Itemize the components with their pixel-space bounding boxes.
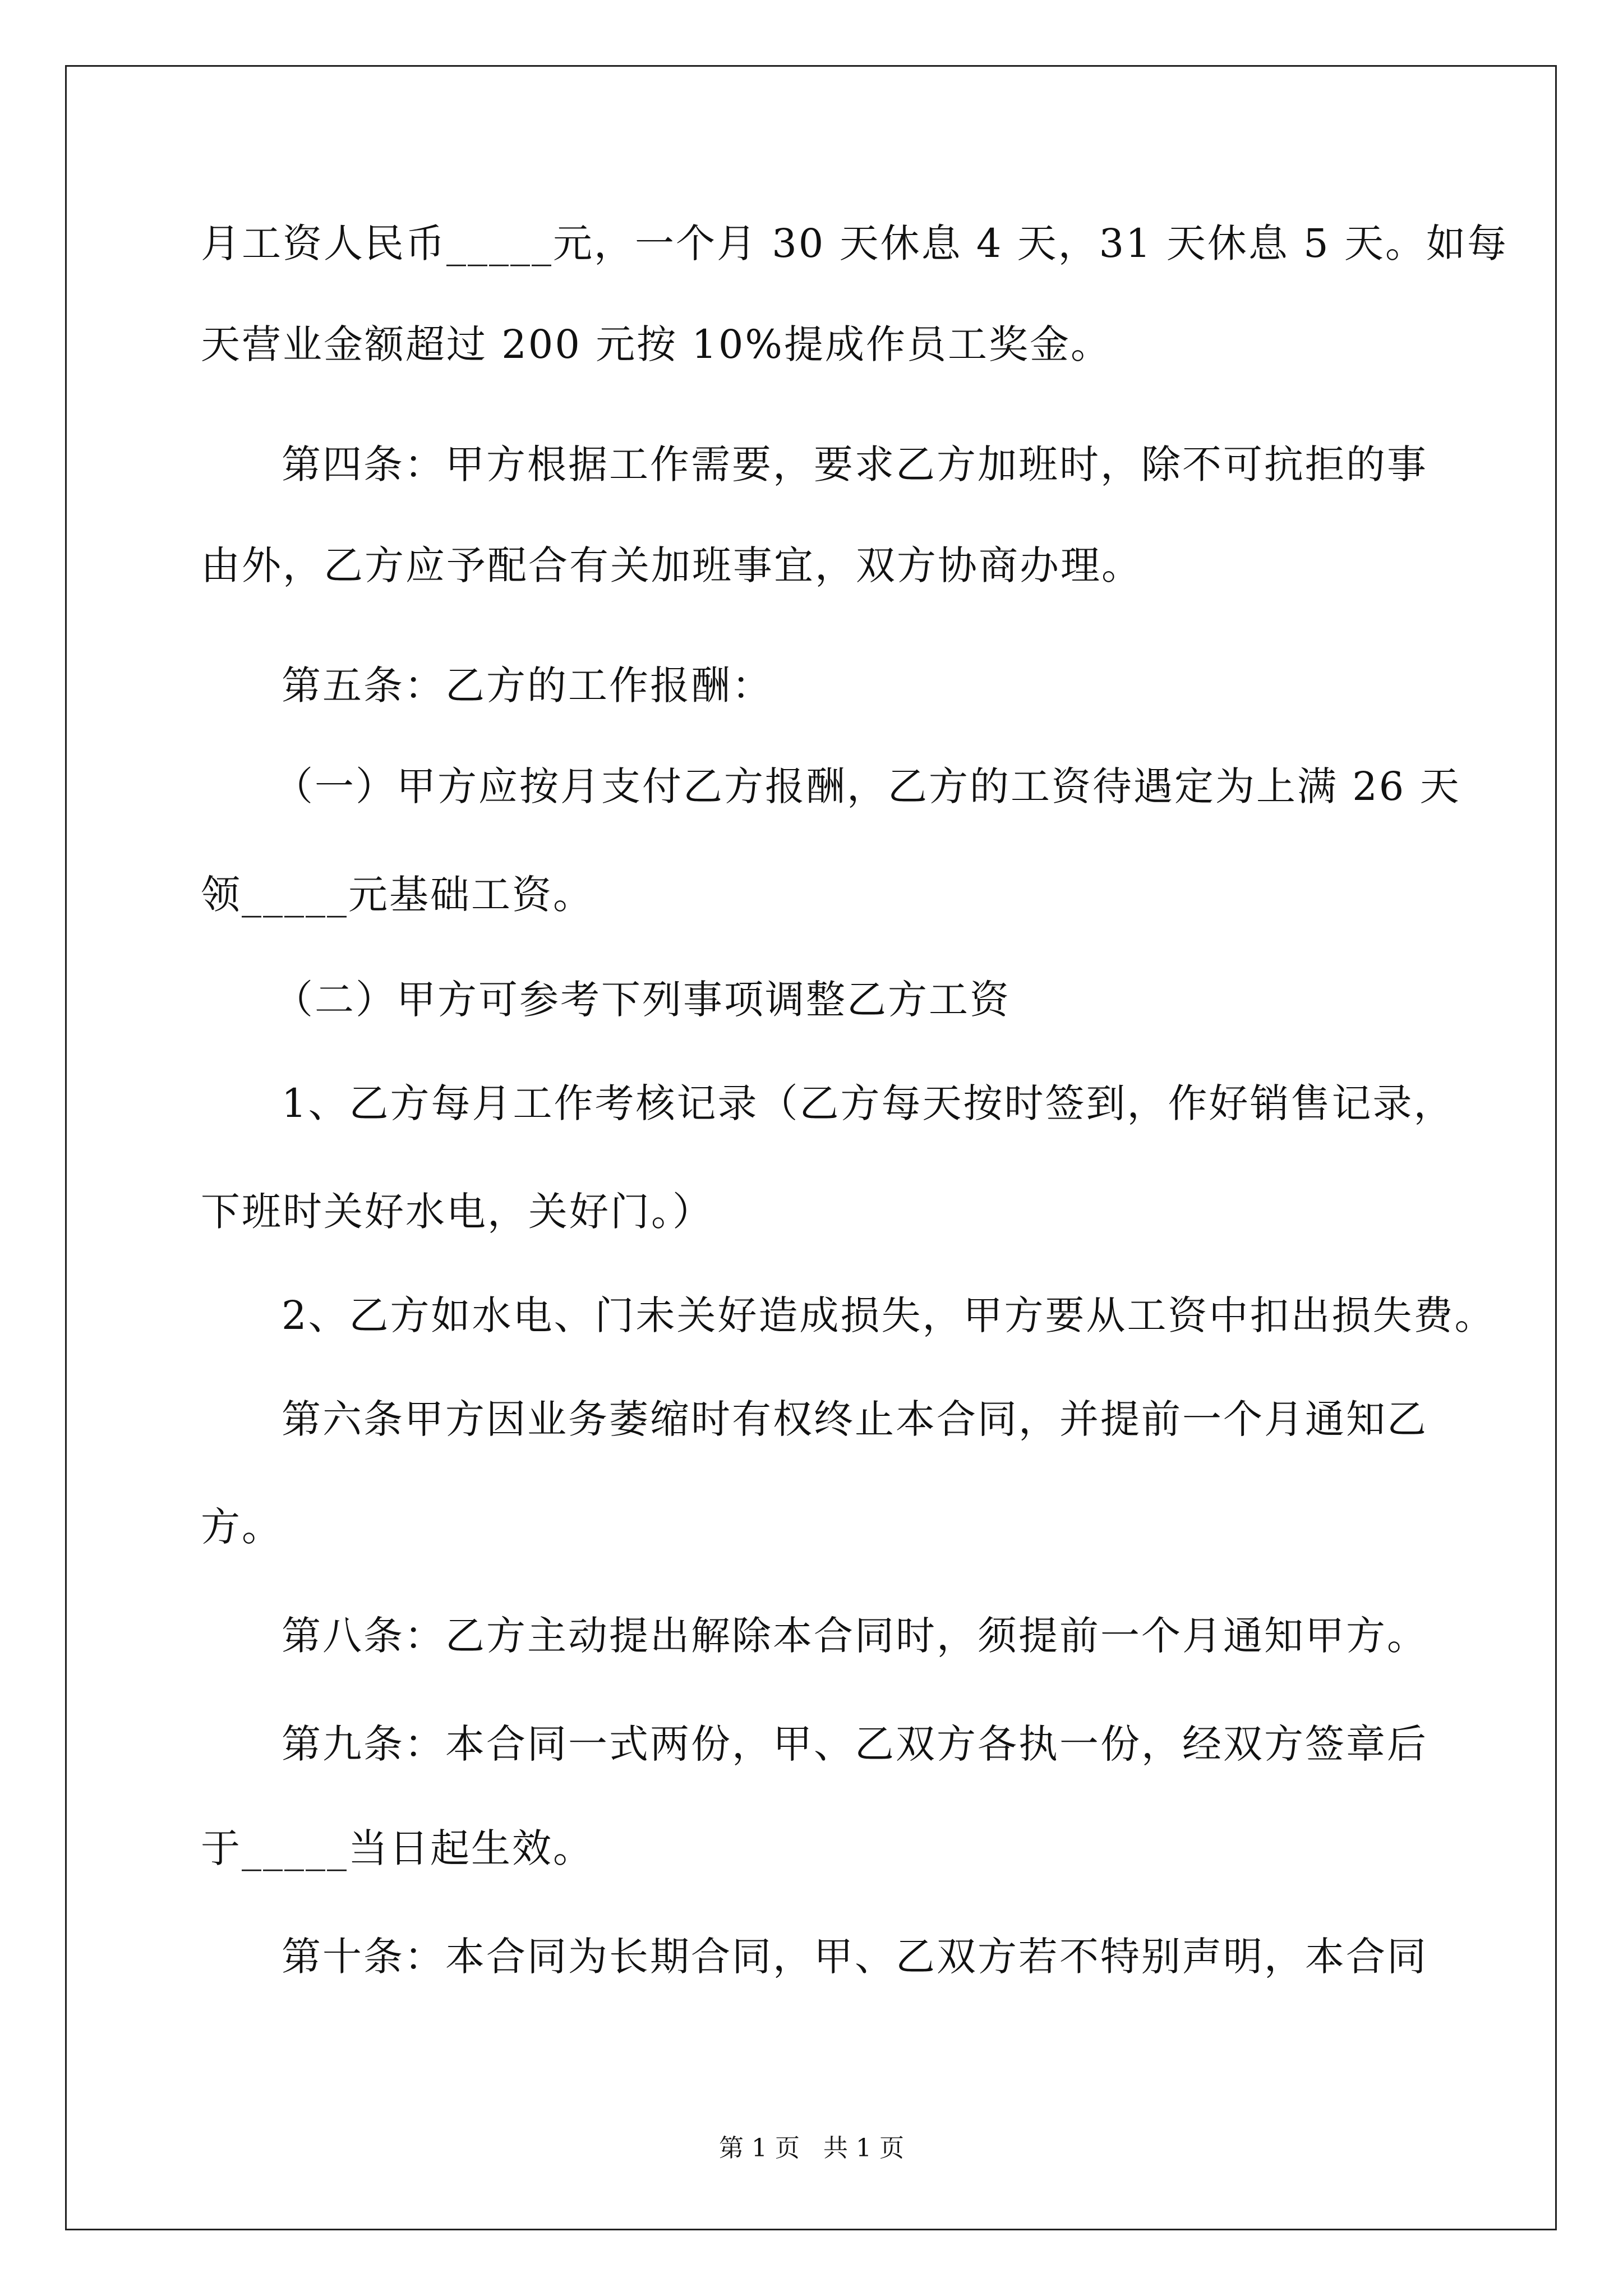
text-line: 月工资人民币_____元，一个月 30 天休息 4 天，31 天休息 5 天。如每 bbox=[201, 220, 1508, 266]
text-line: （一）甲方应按月支付乙方报酬，乙方的工资待遇定为上满 26 天 bbox=[274, 763, 1461, 809]
text-line: 由外，乙方应予配合有关加班事宜，双方协商办理。 bbox=[201, 542, 1142, 588]
text-line: 天营业金额超过 200 元按 10%提成作员工奖金。 bbox=[201, 321, 1112, 367]
text-line: 第四条：甲方根据工作需要，要求乙方加班时，除不可抗拒的事 bbox=[282, 441, 1428, 487]
page-border bbox=[65, 65, 1557, 2230]
text-line: 第八条：乙方主动提出解除本合同时，须提前一个月通知甲方。 bbox=[282, 1613, 1428, 1659]
text-line: 第五条：乙方的工作报酬： bbox=[282, 662, 773, 708]
text-line: 于_____当日起生效。 bbox=[201, 1825, 594, 1871]
text-line: 领_____元基础工资。 bbox=[201, 872, 594, 918]
text-line: 2、乙方如水电、门未关好造成损失，甲方要从工资中扣出损失费。 bbox=[282, 1292, 1496, 1338]
text-line: 第六条甲方因业务萎缩时有权终止本合同，并提前一个月通知乙 bbox=[282, 1396, 1428, 1442]
text-line: 方。 bbox=[201, 1504, 283, 1550]
text-line: 1、乙方每月工作考核记录（乙方每天按时签到，作好销售记录， bbox=[282, 1080, 1455, 1126]
text-line: （二）甲方可参考下列事项调整乙方工资 bbox=[274, 977, 1011, 1023]
page-footer: 第 1 页 共 1 页 bbox=[719, 2134, 904, 2162]
text-line: 第九条：本合同一式两份，甲、乙双方各执一份，经双方签章后 bbox=[282, 1721, 1428, 1767]
text-line: 第十条：本合同为长期合同，甲、乙双方若不特别声明，本合同 bbox=[282, 1934, 1428, 1980]
text-line: 下班时关好水电，关好门。） bbox=[201, 1189, 713, 1235]
